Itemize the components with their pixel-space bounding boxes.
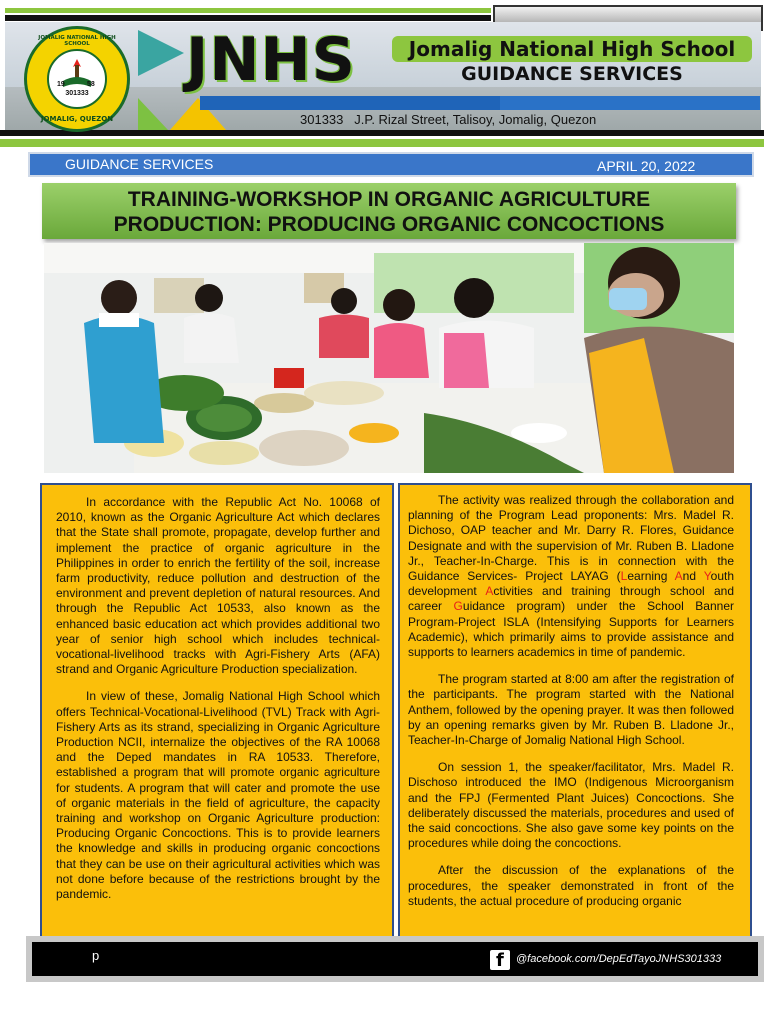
seal-year-left: 19 (57, 81, 65, 88)
facebook-link[interactable]: @facebook.com/DepEdTayoJNHS301333 (516, 953, 722, 965)
seal-school-id: 301333 (65, 90, 89, 97)
paragraph-text: uidance program) under the School Banner Program-Project ISLA (Intensifying Supports for Learners Academic), which primarily aims to provide assistance and supports to learners academics in time of pandemic. (408, 599, 734, 660)
article-column-left-text (56, 495, 380, 902)
acronym-letter-a: A (674, 569, 683, 584)
paragraph-text: The activity was realized through the collaboration and planning of the Program Lead proponents: Mrs. Madel R. Dichoso, OAP teacher and Mr. Darry R. Flores, Guidance Designate and with the supervision of Mr. Ruben B. Lladone Jr., Teacher-In-Charge. This is in connection with the Guidance Services- Project LAYAG ( (408, 493, 734, 584)
seal-top-text: JOMALIG NATIONAL HIGH SCHOOL (38, 35, 116, 47)
facebook-icon[interactable]: f (490, 950, 510, 970)
office-name: GUIDANCE SERVICES (461, 63, 683, 85)
article-column-left (40, 483, 394, 945)
article-paragraph-layag (408, 493, 734, 660)
article-paragraph: The program started at 8:00 am after the registration of the participants. The program started with the National Anthem, followed by the opening prayer. It was then followed by an opening remarks given by Mr. Ruben B. Lladone Jr., Teacher-In-Charge of Jomalig National High School. (408, 672, 734, 748)
header-bottom-green-line (0, 139, 764, 147)
article-title-line-2: PRODUCTION: PRODUCING ORGANIC CONCOCTIONS (113, 213, 665, 236)
workshop-photo (44, 243, 734, 473)
acronym-letter-y: Y (703, 569, 711, 584)
school-seal (24, 26, 130, 132)
seal-torch-icon (49, 51, 105, 107)
seal-center (47, 49, 107, 109)
seal-year-right: 58 (87, 81, 95, 88)
paragraph-text: nd (682, 569, 697, 584)
acronym-letter-l: L (620, 569, 628, 584)
article-column-right-text (408, 493, 734, 909)
header-blue-bar-right (500, 96, 760, 110)
school-acronym: JNHS (186, 25, 356, 95)
publication-date: APRIL 20, 2022 (597, 158, 696, 174)
section-label: GUIDANCE SERVICES (65, 156, 214, 172)
page-marker: p (92, 948, 100, 963)
article-column-right (398, 483, 752, 945)
article-paragraph: On session 1, the speaker/facilitator, Mrs. Madel R. Dischoso introduced the IMO (Indigenous Microorganism and the FPJ (Fermented Plant Juices) Concoctions. She deliberately discussed the materials, procedures and used of the said concoctions. She also gave some key points on the procedures while doing the concoctions. (408, 760, 734, 851)
article-title-line-1: TRAINING-WORKSHOP IN ORGANIC AGRICULTURE (127, 188, 651, 211)
workshop-photo-illustration (44, 243, 734, 473)
paragraph-text: outh development (408, 569, 735, 599)
school-address: 301333 J.P. Rizal Street, Talisoy, Jomalig, Quezon (300, 112, 597, 127)
article-paragraph: In accordance with the Republic Act No. 10068 of 2010, known as the Organic Agriculture Act which declares that the State shall promote, propagate, develop further and implement the practice of organic agriculture in the Philippines in order to enrich the fertility of the soil, increase farm productivity, reduce pollution and destruction of the environment and prevent depletion of natural resources. And through the Republic Act 10533, also known as the enhanced basic education act which provides additional two year of senior high school which includes technical-vocational-livelihood tracks with Agri-Fishery Arts (AFA) strand and Organic Agriculture Production specialization. (56, 495, 380, 677)
header-top-green-line (5, 8, 491, 13)
school-name: Jomalig National High School (392, 36, 752, 62)
header-bottom-black-line (0, 130, 764, 136)
seal-bottom-text: JOMALIG, QUEZON (40, 115, 114, 123)
paragraph-text: ctivities and training through school and career (408, 584, 735, 614)
article-paragraph: After the discussion of the explanations of the procedures, the speaker demonstrated in front of the students, the actual procedure of producing organic (408, 863, 734, 908)
header-top-black-line (5, 15, 491, 21)
acronym-letter-g: G (453, 599, 463, 614)
article-title (42, 187, 736, 237)
acronym-letter-a: A (485, 584, 494, 599)
paragraph-text: earning (627, 569, 675, 584)
header-blue-bar-left (200, 96, 500, 110)
article-paragraph: In view of these, Jomalig National High School which offers Technical-Vocational-Livelihood (TVL) Track with Agri-Fishery Arts as its strand, specializing in Organic Agriculture Production NCII, internalize the objectives of the RA 10068 and the Deped mandates in RA 10533. Therefore, established a program that will promote organic agriculture for students. A program that will cater and promote the use of organic materials in the field of agriculture, the capacity training and workshop on Organic Agriculture production: Producing Organic Concoctions. This is to provide learners the knowledge and skills in producing organic concoctions that they can be use on their agricultural activities which was not done before because of the restrictions brought by the pandemic. (56, 689, 380, 902)
